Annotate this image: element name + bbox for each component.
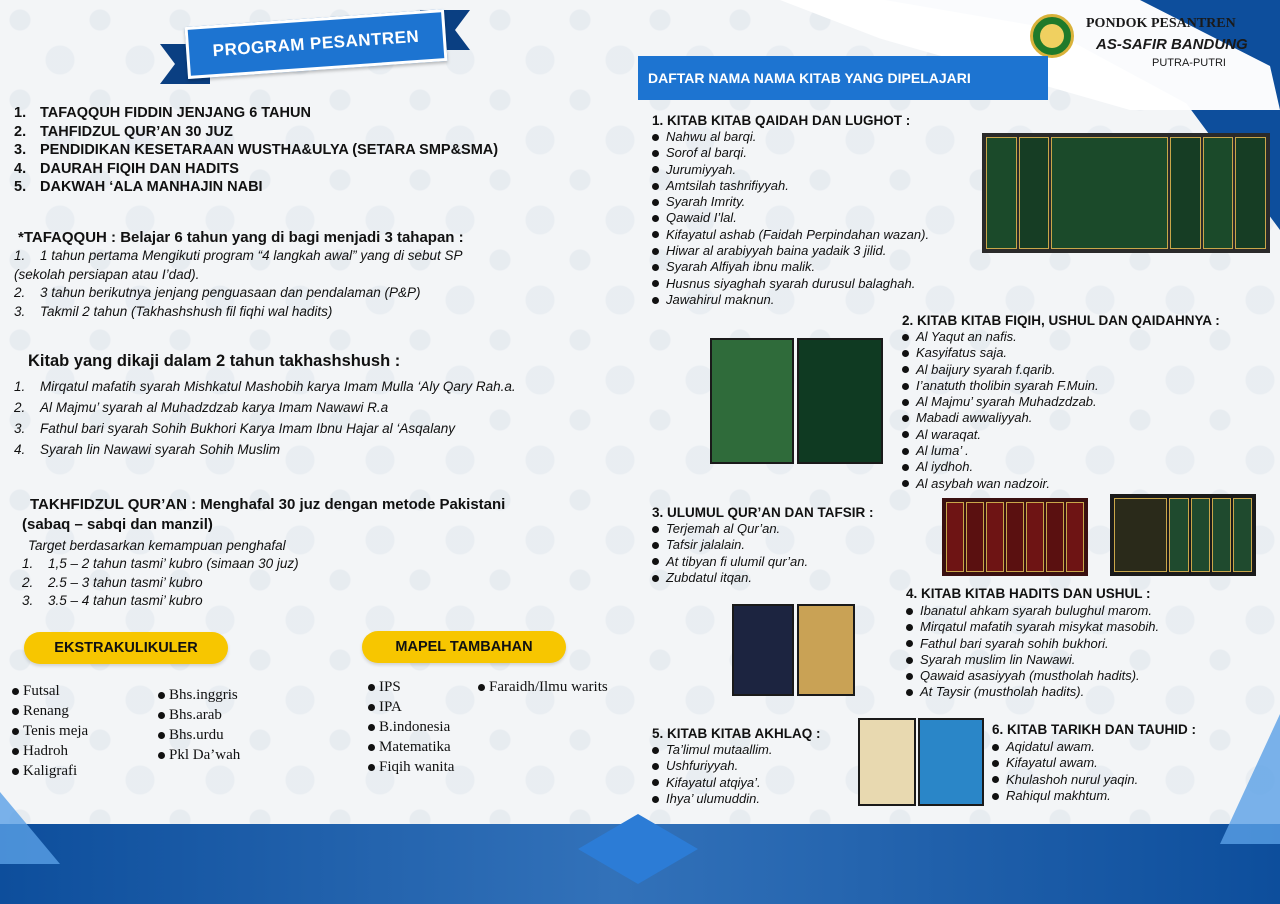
- kitab-6-heading: 6. KITAB TARIKH DAN TAUHID :: [992, 722, 1196, 737]
- list-item: 2. 2.5 – 3 tahun tasmi’ kubro: [22, 574, 203, 590]
- kitab-4-list: [906, 603, 1159, 701]
- book-image-majmu: [982, 133, 1270, 253]
- list-item: Tafsir jalalain.: [652, 537, 808, 553]
- list-item: Fiqih wanita: [368, 757, 454, 777]
- list-item: 3. Takmil 2 tahun (Takhashshush fil fiqhi wal hadits): [14, 303, 333, 319]
- list-item: Fathul bari syarah sohih bukhori.: [906, 636, 1159, 652]
- tahfidz-heading-method: (sabaq – sabqi dan manzil): [22, 516, 213, 533]
- list-item: I’anatuth tholibin syarah F.Muin.: [902, 378, 1099, 394]
- mapel-pill: MAPEL TAMBAHAN: [362, 631, 566, 663]
- list-item: Sorof al barqi.: [652, 145, 929, 161]
- list-item: Futsal: [12, 681, 88, 701]
- list-item: Ta’limul mutaallim.: [652, 742, 772, 758]
- list-item: Bhs.arab: [158, 705, 240, 725]
- book-image-hadits-set: [1110, 494, 1256, 576]
- kitab-5-list: [652, 742, 772, 807]
- list-item: 1. 1,5 – 2 tahun tasmi’ kubro (simaan 30 juz): [22, 556, 299, 571]
- tahfidz-heading: TAKHFIDZUL QUR’AN : Menghafal 30 juz dengan metode Pakistani: [30, 496, 506, 513]
- list-item: Faraidh/Ilmu warits: [478, 677, 608, 697]
- book-image-akhlaq-2: [918, 718, 984, 806]
- kitab-1-heading: 1. KITAB KITAB QAIDAH DAN LUGHOT :: [652, 113, 911, 128]
- list-item: Pkl Da’wah: [158, 745, 240, 765]
- list-item: At tibyan fi ulumil qur’an.: [652, 554, 808, 570]
- org-tagline: PUTRA-PUTRI: [1152, 57, 1226, 69]
- list-item: Bhs.inggris: [158, 685, 240, 705]
- book-image-fiqih-1: [710, 338, 794, 464]
- tafaqquh-list: [14, 247, 463, 321]
- kitab-5-heading: 5. KITAB KITAB AKHLAQ :: [652, 726, 821, 741]
- list-item: 3. 3.5 – 4 tahun tasmi’ kubro: [22, 593, 203, 608]
- list-item: Kifayatul ashab (Faidah Perpindahan wazan).: [652, 227, 929, 243]
- book-image-fathul-bari: [942, 498, 1088, 576]
- program-item: 4. DAURAH FIQIH DAN HADITS: [14, 160, 239, 177]
- mapel-list-col1: [368, 677, 454, 777]
- tahfidz-list: [22, 555, 299, 611]
- list-item: Terjemah al Qur’an.: [652, 521, 808, 537]
- daftar-header: DAFTAR NAMA NAMA KITAB YANG DIPELAJARI: [638, 56, 1048, 100]
- list-item: Ihya’ ulumuddin.: [652, 791, 772, 807]
- list-item: Al waraqat.: [902, 427, 1099, 443]
- list-item: Hiwar al arabiyyah baina yadaik 3 jilid.: [652, 243, 929, 259]
- list-item: 2. 3 tahun berikutnya jenjang penguasaan dan pendalaman (P&P): [14, 285, 421, 300]
- list-item: Mirqatul mafatih syarah misykat masobih.: [906, 619, 1159, 635]
- list-item: Syarah Alfiyah ibnu malik.: [652, 259, 929, 275]
- list-item: Matematika: [368, 737, 454, 757]
- list-item: Hadroh: [12, 741, 88, 761]
- list-item: IPS: [368, 677, 454, 697]
- kitab-3-list: [652, 521, 808, 586]
- list-item: Al Majmu’ syarah Muhadzdzab.: [902, 394, 1099, 410]
- program-list: [14, 104, 498, 197]
- book-image-fiqih-2: [797, 338, 883, 464]
- list-item: Khulashoh nurul yaqin.: [992, 772, 1138, 788]
- banner-label-box: [185, 9, 448, 79]
- org-name: PONDOK PESANTREN: [1086, 16, 1236, 31]
- ekstra-pill: EKSTRAKULIKULER: [24, 632, 228, 664]
- list-item: Qawaid I’lal.: [652, 210, 929, 226]
- list-item: Syarah Imrity.: [652, 194, 929, 210]
- ekstra-list-col2: [158, 685, 240, 765]
- list-item: Kaligrafi: [12, 761, 88, 781]
- list-item: Renang: [12, 701, 88, 721]
- book-image-hadits-2: [797, 604, 855, 696]
- list-item: B.indonesia: [368, 717, 454, 737]
- list-item: At Taysir (mustholah hadits).: [906, 684, 1159, 700]
- banner-title: PROGRAM PESANTREN: [212, 26, 420, 61]
- list-item: 2. Al Majmu’ syarah al Muhadzdzab karya Imam Nawawi R.a: [14, 400, 389, 415]
- list-item: Husnus siyaghah syarah durusul balaghah.: [652, 276, 929, 292]
- list-item: Zubdatul itqan.: [652, 570, 808, 586]
- list-item: Al iydhoh.: [902, 459, 1099, 475]
- kitab-2-list: [902, 329, 1099, 492]
- list-item: Al asybah wan nadzoir.: [902, 476, 1099, 492]
- list-item: Nahwu al barqi.: [652, 129, 929, 145]
- list-item: (sekolah persiapan atau I’dad).: [14, 266, 200, 282]
- kitab-2-heading: 2. KITAB KITAB FIQIH, USHUL DAN QAIDAHNYA :: [902, 313, 1220, 328]
- list-item: Kifayatul awam.: [992, 755, 1138, 771]
- tafaqquh-heading: *TAFAQQUH : Belajar 6 tahun yang di bagi menjadi 3 tahapan :: [18, 229, 464, 246]
- list-item: Al Yaqut an nafis.: [902, 329, 1099, 345]
- list-item: Mabadi awwaliyyah.: [902, 410, 1099, 426]
- list-item: Bhs.urdu: [158, 725, 240, 745]
- list-item: 1. Mirqatul mafatih syarah Mishkatul Mashobih karya Imam Mulla ‘Aly Qary Rah.a.: [14, 379, 516, 394]
- org-subtitle: AS-SAFIR BANDUNG: [1096, 36, 1248, 53]
- book-image-hadits-1: [732, 604, 794, 696]
- kitab-3-heading: 3. ULUMUL QUR’AN DAN TAFSIR :: [652, 505, 874, 520]
- list-item: Ibanatul ahkam syarah bulughul marom.: [906, 603, 1159, 619]
- list-item: Kifayatul atqiya’.: [652, 775, 772, 791]
- list-item: 1. 1 tahun pertama Mengikuti program “4 langkah awal” yang di sebut SP: [14, 248, 463, 263]
- list-item: IPA: [368, 697, 454, 717]
- program-item: 3. PENDIDIKAN KESETARAAN WUSTHA&ULYA (SETARA SMP&SMA): [14, 142, 499, 158]
- program-banner: [160, 10, 470, 86]
- ekstra-list-col1: [12, 681, 88, 781]
- list-item: Amtsilah tashrifiyyah.: [652, 178, 929, 194]
- mapel-list-col2: [478, 677, 608, 697]
- list-item: 4. Syarah lin Nawawi syarah Sohih Muslim: [14, 442, 281, 457]
- kitab-1-list: [652, 129, 929, 308]
- book-image-akhlaq-1: [858, 718, 916, 806]
- list-item: Tenis meja: [12, 721, 88, 741]
- list-item: Al luma’ .: [902, 443, 1099, 459]
- list-item: Qawaid asasiyyah (mustholah hadits).: [906, 668, 1159, 684]
- tahfidz-target: Target berdasarkan kemampuan penghafal: [28, 538, 286, 553]
- kitab-4-heading: 4. KITAB KITAB HADITS DAN USHUL :: [906, 586, 1151, 601]
- list-item: Rahiqul makhtum.: [992, 788, 1138, 804]
- program-item: 5. DAKWAH ‘ALA MANHAJIN NABI: [14, 179, 263, 195]
- list-item: Al baijury syarah f.qarib.: [902, 362, 1099, 378]
- program-item: 2. TAHFIDZUL QUR’AN 30 JUZ: [14, 123, 233, 140]
- list-item: Aqidatul awam.: [992, 739, 1138, 755]
- program-item: 1. TAFAQQUH FIDDIN JENJANG 6 TAHUN: [14, 105, 311, 121]
- list-item: Syarah muslim lin Nawawi.: [906, 652, 1159, 668]
- logo-icon: [1030, 14, 1074, 58]
- list-item: 3. Fathul bari syarah Sohih Bukhori Karya Imam Ibnu Hajar al ‘Asqalany: [14, 421, 455, 436]
- takhashshush-heading: Kitab yang dikaji dalam 2 tahun takhashshush :: [28, 352, 401, 370]
- list-item: Jurumiyyah.: [652, 162, 929, 178]
- list-item: Ushfuriyyah.: [652, 758, 772, 774]
- takhashshush-list: [14, 376, 516, 460]
- kitab-6-list: [992, 739, 1138, 804]
- list-item: Jawahirul maknun.: [652, 292, 929, 308]
- list-item: Kasyifatus saja.: [902, 345, 1099, 361]
